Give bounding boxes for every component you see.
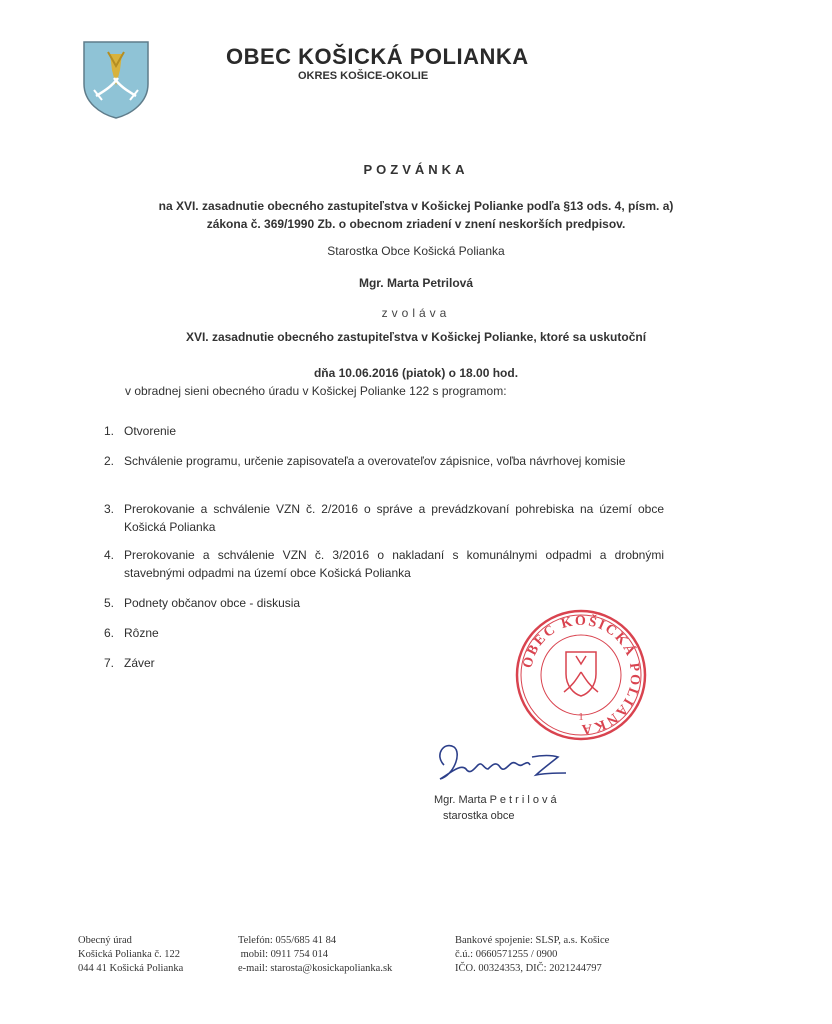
stamp-number: 1 xyxy=(578,711,584,723)
footer-mobile: mobil: 0911 754 014 xyxy=(238,949,329,960)
signer-name: Mgr. Marta P e t r i l o v á xyxy=(434,794,557,806)
convener-title: Starostka Obce Košická Polianka xyxy=(327,244,505,258)
footer-contacts xyxy=(238,934,392,976)
agenda-number: 6. xyxy=(104,626,115,640)
agenda-text: Schválenie programu, určenie zapisovateľa a overovateľov zápisnice, voľba návrhovej komisie xyxy=(124,454,626,468)
intro-line-1: na XVI. zasadnutie obecného zastupiteľstva v Košickej Polianke podľa §13 ods. 4, písm. a) xyxy=(158,199,674,213)
footer-ids: IČO. 00324353, DIČ: 2021244797 xyxy=(455,963,602,974)
agenda-number: 3. xyxy=(104,502,115,516)
intro-paragraph xyxy=(0,197,832,233)
footer-bank: Bankové spojenie: SLSP, a.s. Košice xyxy=(455,935,610,946)
agenda-text: Otvorenie xyxy=(124,424,177,438)
meeting-place: v obradnej sieni obecného úradu v Košickej Polianke 122 s programom: xyxy=(125,384,507,398)
coat-of-arms-icon xyxy=(82,40,150,120)
agenda-number: 7. xyxy=(104,656,115,670)
footer-account: č.ú.: 0660571255 / 0900 xyxy=(455,949,558,960)
agenda-number: 5. xyxy=(104,596,115,610)
footer-office-address xyxy=(78,934,183,976)
agenda-text: Prerokovanie a schválenie VZN č. 3/2016 o nakladaní s komunálnymi odpadmi a drobnými stavebnými odpadmi na území obce Košická Polianka xyxy=(124,548,664,580)
agenda-number: 1. xyxy=(104,424,115,438)
footer-phone: Telefón: 055/685 41 84 xyxy=(238,935,337,946)
handwritten-signature-icon xyxy=(430,735,590,790)
signer-role: starostka obce xyxy=(443,810,515,822)
agenda-number: 4. xyxy=(104,548,115,562)
stamp-text: OBEC KOŠICKÁ POLIANKA xyxy=(520,613,643,737)
footer-bank-details xyxy=(455,934,609,976)
agenda-text: Podnety občanov obce - diskusia xyxy=(124,596,301,610)
municipality-title: OBEC KOŠICKÁ POLIANKA xyxy=(226,44,529,69)
footer-email: e-mail: starosta@kosickapolianka.sk xyxy=(238,963,393,974)
agenda-number: 2. xyxy=(104,454,115,468)
footer-line: Obecný úrad xyxy=(78,935,132,946)
district-subtitle: OKRES KOŠICE-OKOLIE xyxy=(298,70,429,82)
footer-line: Košická Polianka č. 122 xyxy=(78,949,181,960)
agenda-text: Záver xyxy=(124,656,155,670)
meeting-date: dňa 10.06.2016 (piatok) o 18.00 hod. xyxy=(313,366,519,380)
official-stamp-icon xyxy=(514,608,648,742)
agenda-text: Rôzne xyxy=(124,626,159,640)
convener-name: Mgr. Marta Petrilová xyxy=(358,276,474,290)
agenda-text: Prerokovanie a schválenie VZN č. 2/2016 o správe a prevádzkovaní pohrebiska na území obce Košická Polianka xyxy=(124,502,664,534)
meeting-line: XVI. zasadnutie obecného zastupiteľstva v Košickej Polianke, ktoré sa uskutoční xyxy=(185,330,647,344)
document-heading: POZVÁNKA xyxy=(363,162,469,177)
footer-line: 044 41 Košická Polianka xyxy=(78,963,184,974)
summons-word: zvoláva xyxy=(381,306,451,320)
intro-line-2: zákona č. 369/1990 Zb. o obecnom zriadení v znení neskorších predpisov. xyxy=(206,217,626,231)
